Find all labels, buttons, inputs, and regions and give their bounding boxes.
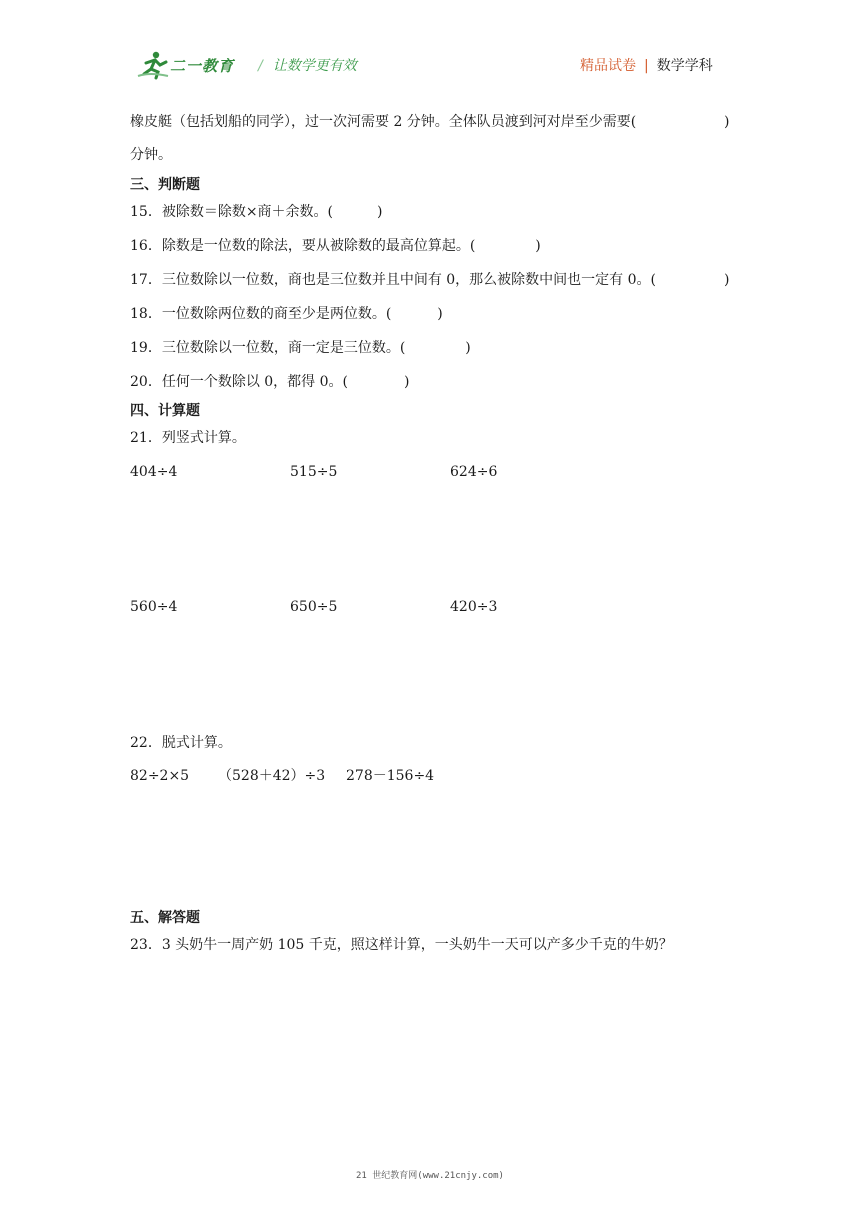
q21-expression: 560÷4: [130, 599, 178, 615]
subject-label: 数学学科: [656, 58, 713, 74]
brand-label: 精品试卷: [580, 58, 636, 74]
question-18-text: 18．一位数除两位数的商至少是两位数。(: [130, 306, 392, 322]
header-separator: |: [644, 58, 649, 74]
q22-expression: 82÷2×5: [130, 768, 190, 784]
q21-expression: 420÷3: [450, 599, 498, 615]
q21-expression: 515÷5: [290, 464, 338, 480]
question-16-close: ): [535, 238, 541, 254]
section-answer-heading: 五、解答题: [130, 910, 200, 926]
continuation-line-1: 橡皮艇（包括划船的同学），过一次河需要 2 分钟。全体队员渡到河对岸至少需要(: [130, 114, 637, 130]
question-19: [130, 338, 471, 358]
question-20-text: 20．任何一个数除以 0，都得 0。(: [130, 374, 348, 390]
q22-expression: （528＋42）÷3: [218, 768, 326, 784]
slogan-slash: /: [258, 58, 263, 74]
question-19-close: ): [465, 340, 471, 356]
slogan-text: 让数学更有效: [272, 58, 357, 74]
question-17: [130, 270, 656, 290]
question-20: [130, 372, 409, 392]
question-21-title: 21．列竖式计算。: [130, 430, 246, 446]
question-18-close: ): [437, 306, 443, 322]
q22-expression: 278－156÷4: [346, 768, 435, 784]
question-22-title: 22．脱式计算。: [130, 735, 232, 751]
header-right: [580, 55, 713, 75]
runner-logo-icon: [136, 50, 170, 80]
question-17-close: ): [724, 272, 730, 288]
page-footer: 21 世纪教育网(www.21cnjy.com): [356, 1171, 504, 1181]
continuation-line-1-close: ): [724, 114, 730, 130]
section-calc-heading: 四、计算题: [130, 403, 200, 419]
q21-expression: 650÷5: [290, 599, 338, 615]
slogan: [258, 55, 357, 75]
q21-expression: 624÷6: [450, 464, 498, 480]
continuation-line-2: 分钟。: [130, 147, 172, 163]
q21-expression: 404÷4: [130, 464, 178, 480]
question-15-text: 15．被除数＝除数×商＋余数。(: [130, 204, 334, 220]
logo-text: 二一教育: [170, 57, 235, 75]
logo: [136, 50, 248, 80]
question-17-text: 17．三位数除以一位数，商也是三位数并且中间有 0，那么被除数中间也一定有 0。(: [130, 272, 656, 288]
question-23: 23．3 头奶牛一周产奶 105 千克，照这样计算，一头奶牛一天可以产多少千克的牛奶？: [130, 937, 673, 953]
question-16-text: 16．除数是一位数的除法，要从被除数的最高位算起。(: [130, 238, 476, 254]
question-15-close: ): [377, 204, 383, 220]
question-18: [130, 304, 443, 324]
question-20-close: ): [404, 374, 410, 390]
question-16: [130, 236, 541, 256]
section-judge-heading: 三、判断题: [130, 177, 200, 193]
question-15: [130, 202, 382, 222]
question-19-text: 19．三位数除以一位数，商一定是三位数。(: [130, 340, 406, 356]
